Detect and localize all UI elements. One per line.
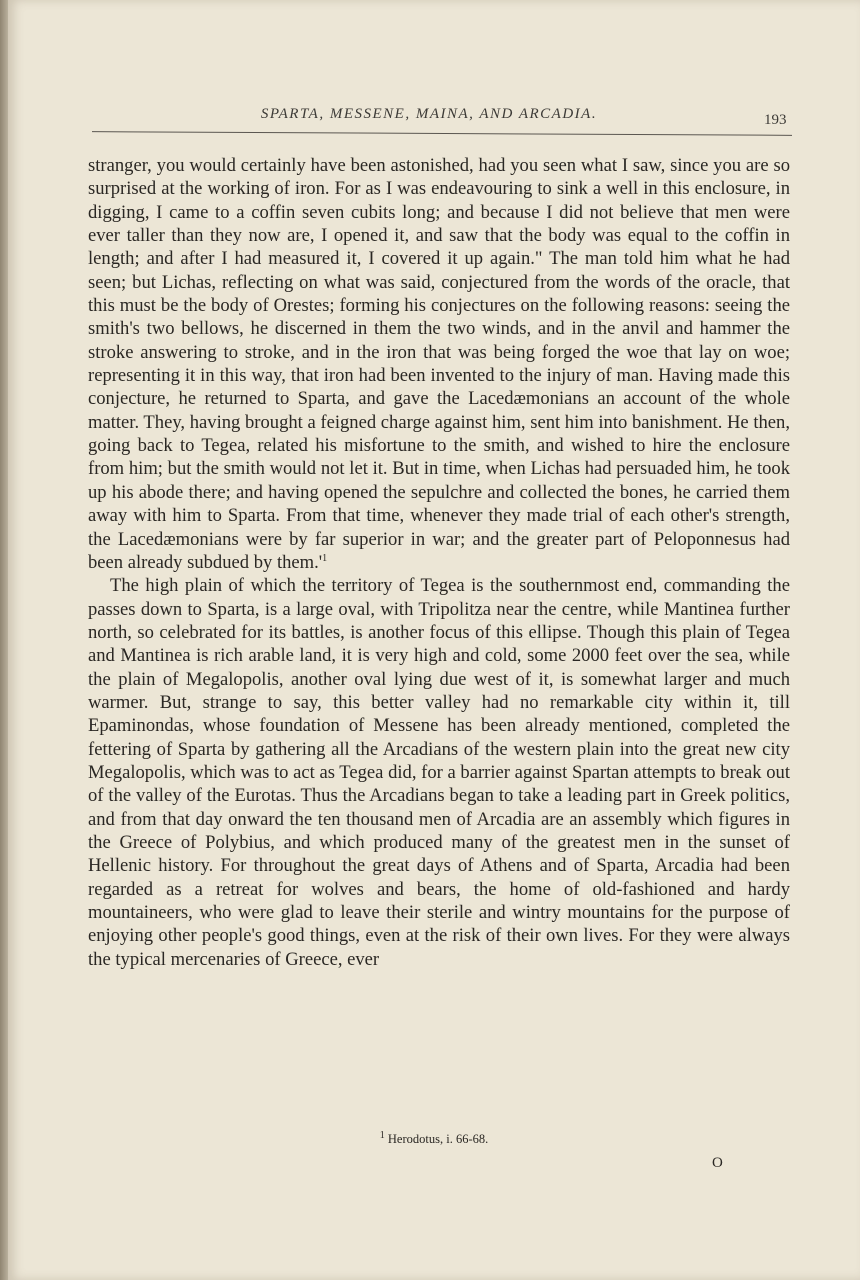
- binding-gutter: [0, 0, 8, 1280]
- paragraph-1: [88, 154, 790, 574]
- book-page: [8, 0, 860, 1280]
- paragraph-2: [88, 574, 790, 971]
- paragraph-2-text: The high plain of which the territory of Tegea is the southernmost end, commanding the passes down to Sparta, is a large oval, with Tripolitza near the centre, while Mantinea further north, so celebrated for its battles, is another focus of this ellipse. Though this plain of Tegea and Mantinea is rich arable land, it is very high and cold, some 2000 feet over the sea, while the plain of Megalopolis, another oval lying due west of it, is somewhat larger and much warmer. But, strange to say, this better valley had no remarkable city within it, till Epaminondas, whose foundation of Messene has been already mentioned, completed the fettering of Sparta by gathering all the Arcadians of the western plain into the great new city Megalopolis, which was to act as Tegea did, for a barrier against Spartan attempts to break out of the valley of the Eurotas. Thus the Arcadians began to take a leading part in Greek politics, and from that day onward the ten thousand men of Arcadia are an assembly which figures in the Greece of Polybius, and which produced many of the greatest men in the sunset of Hellenic history. For throughout the great days of Athens and of Sparta, Arcadia had been regarded as a retreat for wolves and bears, the home of old-fashioned and hardy mountaineers, who were glad to leave their sterile and wintry mountains for the purpose of enjoying other people's good things, even at the risk of their own lives. For they were always the typical mercenaries of Greece, ever: [88, 575, 790, 970]
- body-text: [88, 154, 790, 971]
- running-title: SPARTA, MESSENE, MAINA, AND ARCADIA.: [260, 106, 598, 122]
- header-rule: [92, 131, 792, 136]
- footnote-marker: 1: [379, 1129, 385, 1141]
- footnote: [8, 1129, 860, 1147]
- paragraph-1-text: stranger, you would certainly have been astonished, had you seen what I saw, since you are so surprised at the working of iron. For as I was endeavouring to sink a well in this enclosure, in digging, I came to a coffin seven cubits long; and because I did not believe that men were ever taller than they now are, I opened it, and saw that the body was equal to the coffin in length; and after I had measured it, I covered it up again." The man told him what he had seen; but Lichas, reflecting on what was said, conjectured from the words of the oracle, that this must be the body of Orestes; forming his conjectures on the following reasons: seeing the smith's two bellows, he discerned in them the two winds, and in the anvil and hammer the stroke answering to stroke, and in the iron that was being forged the woe that lay on woe; representing it in this way, that iron had been invented to the injury of man. Having made this conjecture, he returned to Sparta, and gave the Lacedæmonians an account of the whole matter. They, having brought a feigned charge against him, sent him into banishment. He then, going back to Tegea, related his misfortune to the smith, and wished to hire the enclosure from him; but the smith would not let it. But in time, when Lichas had persuaded him, he took up his abode there; and having opened the sepulchre and collected the bones, he carried them away with him to Sparta. From that time, whenever they made trial of each other's strength, the Lacedæmonians were by far superior in war; and the greater part of Peloponnesus had been already subdued by them.': [88, 155, 790, 573]
- footnote-text: Herodotus, i. 66-68.: [387, 1132, 489, 1146]
- running-head: [8, 106, 860, 123]
- footnote-reference: 1: [322, 552, 328, 564]
- page-number: 193: [764, 112, 787, 128]
- signature-mark: O: [712, 1155, 723, 1171]
